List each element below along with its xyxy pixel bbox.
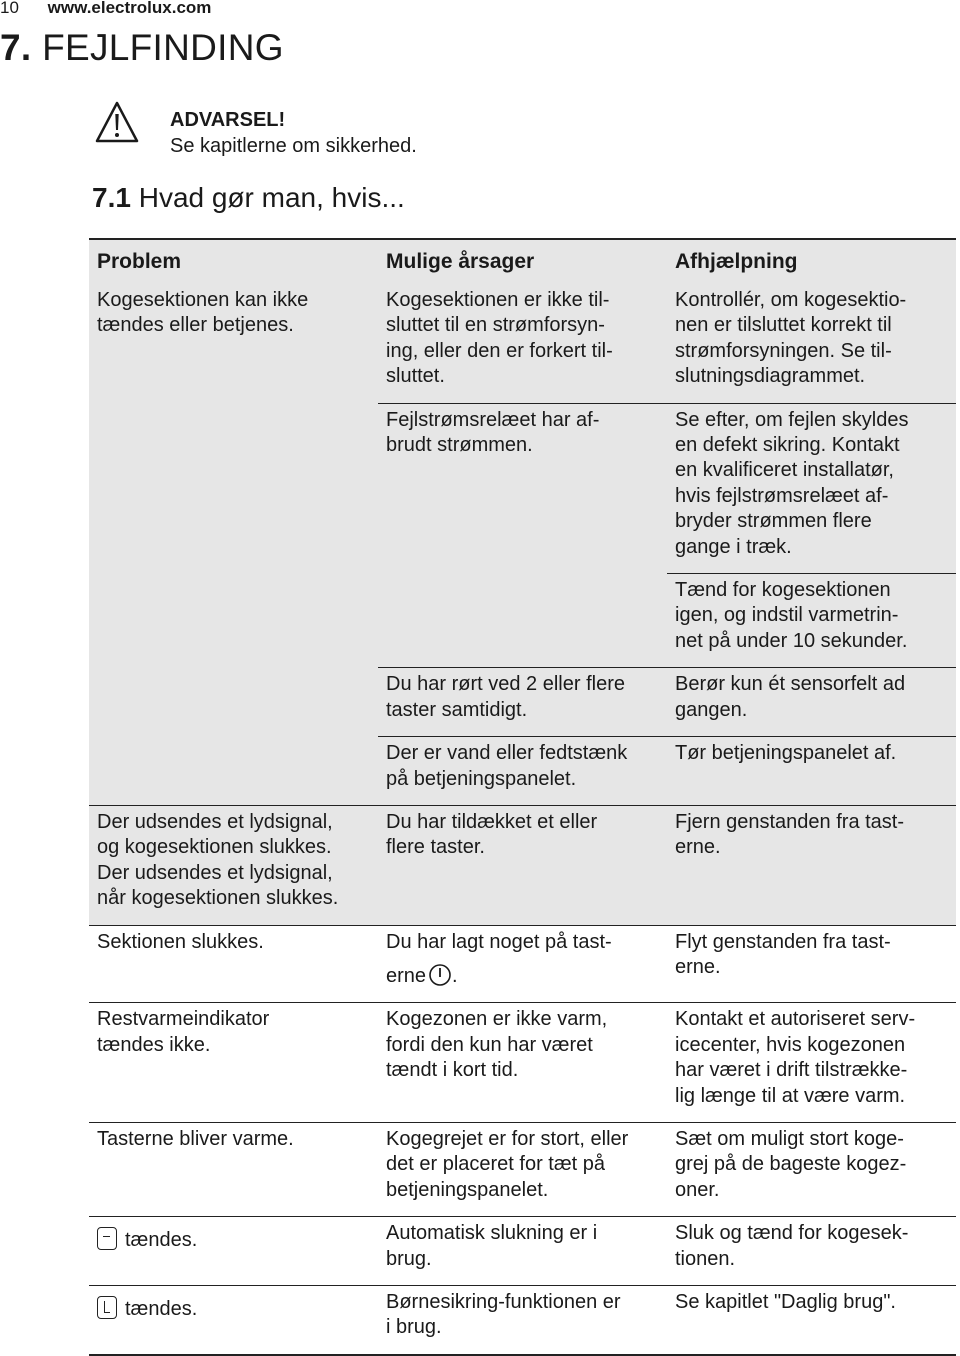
page-header [0, 0, 211, 18]
section-number: 7.1 [92, 182, 131, 213]
text-fragment: erne [386, 964, 427, 987]
text-line: Berør kun ét sensorfelt ad [675, 673, 906, 696]
text-line: erne. [675, 955, 721, 978]
cause-cell [378, 284, 667, 403]
col-header-causes: Mulige årsager [378, 239, 667, 284]
remedy-cell [667, 668, 956, 737]
text-line: slutningsdiagrammet. [675, 365, 866, 388]
text-line: Se kapitlet "Daglig brug". [675, 1291, 896, 1313]
text-line: bryder strømmen flere [675, 510, 872, 533]
remedy-cell [667, 805, 956, 925]
text-line: betjeningspanelet. [386, 1178, 549, 1201]
text-line: gangen. [675, 698, 748, 721]
text-line: grej på de bageste kogez- [675, 1153, 907, 1176]
col-header-problem: Problem [89, 239, 378, 284]
text-line: nen er tilsluttet korrekt til [675, 314, 892, 337]
text-line: Sæt om muligt stort koge- [675, 1127, 904, 1150]
table-row [89, 284, 956, 403]
warning-title: ADVARSEL! [170, 109, 286, 131]
text-line: Der er vand eller fedtstænk [386, 742, 628, 765]
remedy-cell [667, 737, 956, 806]
table-header-row [89, 239, 956, 284]
text-line: tændt i kort tid. [386, 1059, 519, 1082]
text-line: på betjeningspanelet. [386, 767, 577, 790]
remedy-cell [667, 403, 956, 573]
cause-cell [378, 1217, 667, 1286]
remedy-cell [667, 1122, 956, 1216]
problem-cell [89, 284, 378, 805]
dash-symbol-icon [97, 1227, 117, 1250]
text-line: lig længe til at være varm. [675, 1084, 906, 1107]
remedy-cell [667, 574, 956, 668]
table-row [89, 925, 956, 1003]
col-header-remedy: Afhjælpning [667, 239, 956, 284]
problem-cell [89, 1286, 378, 1355]
warning-box [170, 107, 417, 159]
cause-cell [378, 805, 667, 925]
text-line: taster samtidigt. [386, 698, 528, 721]
chapter-title [0, 27, 284, 69]
problem-cell: Tasterne bliver varme. [89, 1122, 378, 1216]
text-line: Der udsendes et lydsignal, [97, 861, 333, 884]
text-line: og kogesektionen slukkes. [97, 836, 332, 859]
text-line: en defekt sikring. Kontakt [675, 434, 900, 457]
text-line: en kvalificeret installatør, [675, 459, 894, 482]
text-line: flere taster. [386, 836, 485, 859]
site-url[interactable]: www.electrolux.com [47, 0, 212, 17]
remedy-cell [667, 284, 956, 403]
warning-triangle-icon [94, 100, 140, 144]
text-line: Kogesektionen er ikke til- [386, 289, 610, 311]
text-fragment: . [452, 964, 458, 987]
text-line: Tænd for kogesektionen [675, 579, 891, 602]
cause-cell [378, 737, 667, 806]
text-line: fordi den kun har været [386, 1033, 593, 1056]
text-line: Sluk og tænd for kogesek- [675, 1222, 909, 1245]
text-line: hvis fejlstrømsrelæet af- [675, 484, 889, 507]
remedy-cell [667, 925, 956, 1003]
cause-cell [378, 1122, 667, 1216]
troubleshooting-table [89, 238, 956, 1356]
text-line: igen, og indstil varmetrin- [675, 604, 899, 627]
text-line: gange i træk. [675, 535, 792, 558]
power-button-icon [428, 961, 452, 987]
cause-cell [378, 668, 667, 737]
text-fragment: tændes. [125, 1229, 198, 1252]
text-line: sluttet til en strømforsyn- [386, 314, 605, 337]
text-line: Børnesikring-funktionen er [386, 1291, 621, 1313]
table-row [89, 805, 956, 925]
cause-cell [378, 403, 667, 668]
text-line: Du har rørt ved 2 eller flere [386, 673, 625, 696]
table-row [89, 1286, 956, 1355]
text-line: Kontrollér, om kogesektio- [675, 289, 907, 311]
text-line: Der udsendes et lydsignal, [97, 810, 333, 833]
table-row [89, 1122, 956, 1216]
table-row [89, 1217, 956, 1286]
text-line: oner. [675, 1178, 720, 1201]
text-line: tionen. [675, 1247, 736, 1270]
text-line: strømforsyningen. Se til- [675, 339, 892, 362]
text-line: Du har lagt noget på tast- [386, 930, 612, 953]
text-line: har været i drift tilstrække- [675, 1059, 908, 1082]
cause-cell [378, 1003, 667, 1123]
remedy-cell [667, 1217, 956, 1286]
text-line: Kogegrejet er for stort, eller [386, 1127, 629, 1150]
text-line: Kontakt et autoriseret serv- [675, 1008, 916, 1031]
cause-cell [378, 1286, 667, 1355]
text-line: tændes eller betjenes. [97, 314, 294, 337]
section-title [92, 182, 405, 214]
problem-cell [89, 805, 378, 925]
lock-symbol-icon [97, 1296, 117, 1319]
text-line: sluttet. [386, 365, 445, 388]
warning-text: Se kapitlerne om sikkerhed. [170, 135, 417, 157]
table-row [89, 1003, 956, 1123]
text-line: erne. [675, 836, 721, 859]
cause-cell [378, 925, 667, 1003]
text-line: Restvarmeindikator [97, 1008, 270, 1031]
remedy-cell [667, 1286, 956, 1355]
text-line: Fejlstrømsrelæet har af- [386, 408, 600, 431]
chapter-number: 7. [0, 27, 32, 68]
text-line: Se efter, om fejlen skyldes [675, 408, 909, 431]
text-line: Tør betjeningspanelet af. [675, 742, 897, 765]
text-line: det er placeret for tæt på [386, 1153, 606, 1176]
text-line: ing, eller den er forkert til- [386, 339, 613, 362]
text-line: når kogesektionen slukkes. [97, 887, 339, 910]
text-line [386, 961, 659, 989]
text-line: Flyt genstanden fra tast- [675, 930, 891, 953]
text-fragment: tændes. [125, 1298, 198, 1320]
text-line: brudt strømmen. [386, 434, 533, 457]
problem-cell: Sektionen slukkes. [89, 925, 378, 1003]
text-line: Automatisk slukning er i [386, 1222, 598, 1245]
problem-cell [89, 1003, 378, 1123]
problem-cell [89, 1217, 378, 1286]
page-number: 10 [0, 0, 19, 17]
text-line: net på under 10 sekunder. [675, 629, 908, 652]
text-line: Kogezonen er ikke varm, [386, 1008, 608, 1031]
text-line: tændes ikke. [97, 1033, 211, 1056]
text-line: Kogesektionen kan ikke [97, 289, 309, 311]
text-line: i brug. [386, 1316, 442, 1339]
remedy-cell [667, 1003, 956, 1123]
text-line: Fjern genstanden fra tast- [675, 810, 905, 833]
section-name: Hvad gør man, hvis... [138, 182, 405, 213]
chapter-name: FEJLFINDING [42, 27, 284, 68]
text-line: Du har tildækket et eller [386, 810, 598, 833]
text-line: brug. [386, 1247, 432, 1270]
text-line: icecenter, hvis kogezonen [675, 1033, 906, 1056]
